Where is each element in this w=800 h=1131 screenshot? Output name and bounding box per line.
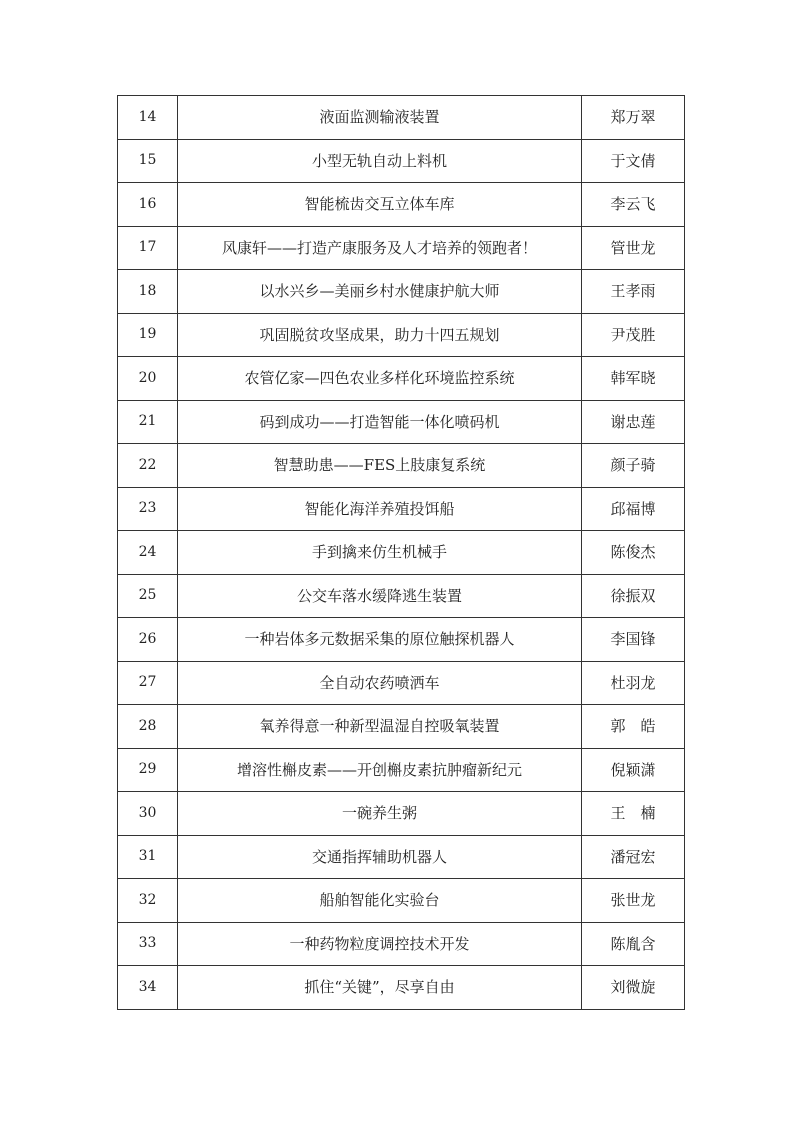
project-title-cell: 智能化海洋养殖投饵船 bbox=[178, 487, 582, 531]
project-title-cell: 增溶性槲皮素——开创槲皮素抗肿瘤新纪元 bbox=[178, 748, 582, 792]
project-title-cell: 农管亿家—四色农业多样化环境监控系统 bbox=[178, 357, 582, 401]
person-name-cell: 尹茂胜 bbox=[582, 313, 685, 357]
project-title-cell: 全自动农药喷洒车 bbox=[178, 661, 582, 705]
row-number-cell: 17 bbox=[118, 226, 178, 270]
row-number-cell: 25 bbox=[118, 574, 178, 618]
person-name-cell: 陈胤含 bbox=[582, 922, 685, 966]
row-number-cell: 15 bbox=[118, 139, 178, 183]
table-row bbox=[118, 400, 685, 444]
table-body bbox=[118, 96, 685, 1010]
table-row bbox=[118, 96, 685, 140]
project-title-cell: 智能梳齿交互立体车库 bbox=[178, 183, 582, 227]
table-row bbox=[118, 574, 685, 618]
document-table-container bbox=[117, 95, 684, 1010]
row-number-cell: 14 bbox=[118, 96, 178, 140]
person-name-cell: 潘冠宏 bbox=[582, 835, 685, 879]
row-number-cell: 32 bbox=[118, 879, 178, 923]
person-name-cell: 王 楠 bbox=[582, 792, 685, 836]
row-number-cell: 20 bbox=[118, 357, 178, 401]
person-name-cell: 李国锋 bbox=[582, 618, 685, 662]
table-row bbox=[118, 357, 685, 401]
table-row bbox=[118, 748, 685, 792]
row-number-cell: 29 bbox=[118, 748, 178, 792]
project-title-cell: 手到擒来仿生机械手 bbox=[178, 531, 582, 575]
person-name-cell: 王孝雨 bbox=[582, 270, 685, 314]
project-title-cell: 船舶智能化实验台 bbox=[178, 879, 582, 923]
table-row bbox=[118, 270, 685, 314]
person-name-cell: 郑万翠 bbox=[582, 96, 685, 140]
person-name-cell: 杜羽龙 bbox=[582, 661, 685, 705]
table-row bbox=[118, 879, 685, 923]
row-number-cell: 24 bbox=[118, 531, 178, 575]
person-name-cell: 徐振双 bbox=[582, 574, 685, 618]
row-number-cell: 21 bbox=[118, 400, 178, 444]
person-name-cell: 邱福博 bbox=[582, 487, 685, 531]
table-row bbox=[118, 705, 685, 749]
table-row bbox=[118, 618, 685, 662]
project-title-cell: 风康轩——打造产康服务及人才培养的领跑者！ bbox=[178, 226, 582, 270]
table-row bbox=[118, 444, 685, 488]
project-title-cell: 液面监测输液装置 bbox=[178, 96, 582, 140]
table-row bbox=[118, 835, 685, 879]
project-title-cell: 一种岩体多元数据采集的原位触探机器人 bbox=[178, 618, 582, 662]
person-name-cell: 李云飞 bbox=[582, 183, 685, 227]
project-title-cell: 氧养得意一种新型温湿自控吸氧装置 bbox=[178, 705, 582, 749]
project-title-cell: 以水兴乡—美丽乡村水健康护航大师 bbox=[178, 270, 582, 314]
person-name-cell: 谢忠莲 bbox=[582, 400, 685, 444]
person-name-cell: 刘微旋 bbox=[582, 966, 685, 1010]
row-number-cell: 18 bbox=[118, 270, 178, 314]
table-row bbox=[118, 226, 685, 270]
project-title-cell: 一碗养生粥 bbox=[178, 792, 582, 836]
table-row bbox=[118, 487, 685, 531]
row-number-cell: 34 bbox=[118, 966, 178, 1010]
row-number-cell: 26 bbox=[118, 618, 178, 662]
row-number-cell: 27 bbox=[118, 661, 178, 705]
row-number-cell: 19 bbox=[118, 313, 178, 357]
row-number-cell: 23 bbox=[118, 487, 178, 531]
project-table bbox=[117, 95, 685, 1010]
person-name-cell: 于文倩 bbox=[582, 139, 685, 183]
project-title-cell: 公交车落水缓降逃生装置 bbox=[178, 574, 582, 618]
table-row bbox=[118, 313, 685, 357]
person-name-cell: 倪颖潇 bbox=[582, 748, 685, 792]
table-row bbox=[118, 966, 685, 1010]
person-name-cell: 管世龙 bbox=[582, 226, 685, 270]
person-name-cell: 张世龙 bbox=[582, 879, 685, 923]
table-row bbox=[118, 183, 685, 227]
project-title-cell: 一种药物粒度调控技术开发 bbox=[178, 922, 582, 966]
row-number-cell: 22 bbox=[118, 444, 178, 488]
project-title-cell: 交通指挥辅助机器人 bbox=[178, 835, 582, 879]
row-number-cell: 30 bbox=[118, 792, 178, 836]
table-row bbox=[118, 922, 685, 966]
table-row bbox=[118, 531, 685, 575]
table-row bbox=[118, 792, 685, 836]
row-number-cell: 31 bbox=[118, 835, 178, 879]
person-name-cell: 韩军晓 bbox=[582, 357, 685, 401]
row-number-cell: 33 bbox=[118, 922, 178, 966]
project-title-cell: 码到成功——打造智能一体化喷码机 bbox=[178, 400, 582, 444]
row-number-cell: 28 bbox=[118, 705, 178, 749]
project-title-cell: 小型无轨自动上料机 bbox=[178, 139, 582, 183]
project-title-cell: 巩固脱贫攻坚成果，助力十四五规划 bbox=[178, 313, 582, 357]
person-name-cell: 陈俊杰 bbox=[582, 531, 685, 575]
project-title-cell: 抓住“关键”，尽享自由 bbox=[178, 966, 582, 1010]
table-row bbox=[118, 661, 685, 705]
person-name-cell: 郭 皓 bbox=[582, 705, 685, 749]
row-number-cell: 16 bbox=[118, 183, 178, 227]
person-name-cell: 颜子骑 bbox=[582, 444, 685, 488]
project-title-cell: 智慧助患——FES上肢康复系统 bbox=[178, 444, 582, 488]
table-row bbox=[118, 139, 685, 183]
